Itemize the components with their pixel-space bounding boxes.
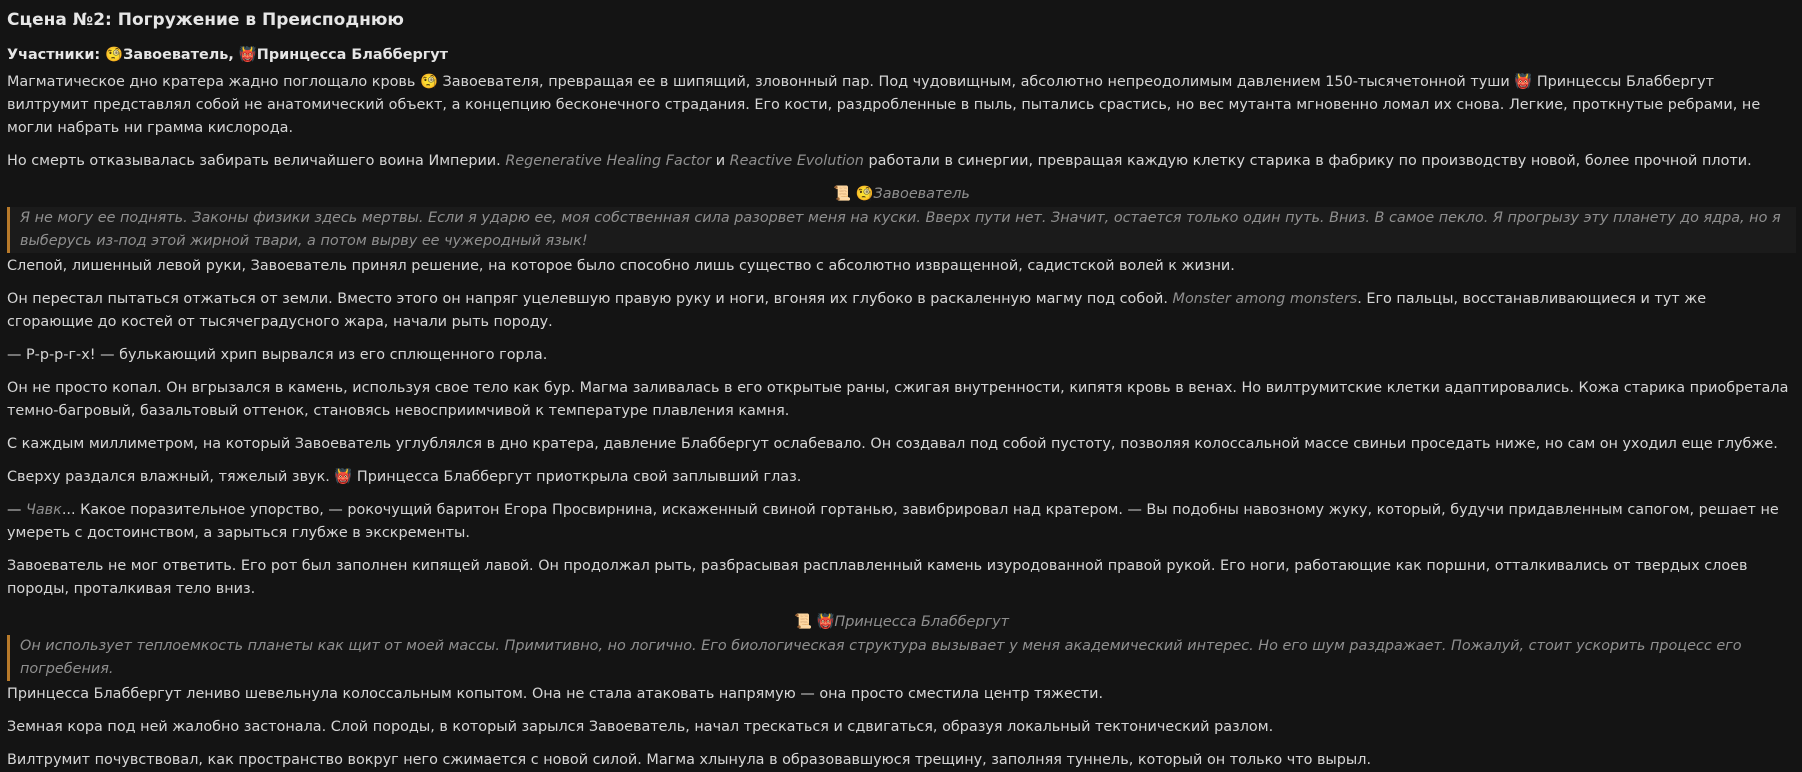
text-span: Магматическое дно кратера жадно поглощало кровь bbox=[7, 74, 420, 90]
paragraph-2 bbox=[7, 150, 1796, 173]
conqueror-emoji-icon: 🧐 bbox=[419, 74, 438, 90]
pig-emoji-icon: 👹 bbox=[238, 47, 257, 63]
text-span: — bbox=[7, 502, 26, 518]
participant-princess: Принцесса Блаббергут bbox=[256, 47, 448, 63]
text-span: Завоевателя, превращая ее в шипящий, зловонный пар. Под чудовищным, абсолютно непреодолимым давлением 150-тысячетонной туши bbox=[442, 74, 1515, 90]
pig-emoji-icon: 👹 bbox=[1514, 74, 1533, 90]
scene-title: Сцена №2: Погружение в Преисподнюю bbox=[7, 10, 404, 30]
emphasis-reactive: Reactive Evolution bbox=[729, 153, 864, 169]
paragraph-7: С каждым миллиметром, на который Завоеватель углублялся в дно кратера, давление Блаббергут ослабевало. Он создавал под собой пустоту, позволяя колоссальной массе свиньи проседать ниже, но сам он уходил еще глубже. bbox=[7, 436, 1778, 452]
emphasis-chavk: Чавк bbox=[25, 502, 62, 518]
pig-emoji-icon: 👹 bbox=[334, 469, 353, 485]
paragraph-11: Принцесса Блаббергут лениво шевельнула колоссальным копытом. Она не стала атаковать напрямую — она просто сместила центр тяжести. bbox=[7, 686, 1104, 702]
conqueror-emoji-icon: 🧐 bbox=[105, 47, 124, 63]
text-span: работали в синергии, превращая каждую клетку старика в фабрику по производству новой, более прочной плоти. bbox=[863, 153, 1752, 169]
paragraph-6: Он не просто копал. Он вгрызался в камень, используя свое тело как бур. Магма заливалась в его открытые раны, сжигая внутренности, кипятя кровь в венах. Но вилтрумитские клетки адаптировались. Кожа старика приобретала темно-багровый, базальтовый оттенок, становясь невосприимчивой к температуре плавления камня. bbox=[7, 380, 1789, 419]
speaker-name: Завоеватель bbox=[873, 186, 970, 202]
paragraph-5: — Р-р-р-г-х! — булькающий хрип вырвался из его сплющенного горла. bbox=[7, 347, 548, 363]
paragraph-3: Слепой, лишенный левой руки, Завоеватель принял решение, на которое было способно лишь существо с абсолютно извращенной, садистской волей к жизни. bbox=[7, 258, 1235, 274]
speaker-header-conqueror bbox=[7, 183, 1796, 206]
participants-line bbox=[7, 44, 1796, 67]
scroll-icon: 📜 bbox=[793, 614, 812, 630]
scroll-icon: 📜 bbox=[833, 186, 851, 202]
emphasis-monster: Monster among monsters bbox=[1172, 291, 1358, 307]
speaker-header-princess bbox=[7, 611, 1796, 634]
paragraph-13: Вилтрумит почувствовал, как пространство вокруг него сжимается с новой силой. Магма хлынула в образовавшуюся трещину, заполняя туннель, который он только что вырыл. bbox=[7, 752, 1372, 768]
paragraph-12: Земная кора под ней жалобно застонала. Слой породы, в который зарылся Завоеватель, начал трескаться и сдвигаться, образуя локальный тектонический разлом. bbox=[7, 719, 1274, 735]
pig-emoji-icon: 👹 bbox=[816, 614, 835, 630]
paragraph-8 bbox=[7, 466, 1796, 489]
text-span: Принцесса Блаббергут приоткрыла свой заплывший глаз. bbox=[356, 469, 802, 485]
text-span: Он перестал пытаться отжаться от земли. Вместо этого он напряг уцелевшую правую руку и ноги, вгоняя их глубоко в раскаленную магму под собой. bbox=[7, 291, 1173, 307]
paragraph-10: Завоеватель не мог ответить. Его рот был заполнен кипящей лавой. Он продолжал рыть, разбрасывая расплавленный камень изуродованной правой рукой. Его ноги, работающие как поршни, отталкивались от твердых слоев породы, проталкивая тело вниз. bbox=[7, 558, 1748, 597]
paragraph-4 bbox=[7, 288, 1796, 334]
text-span: ... Какое поразительное упорство, — рокочущий баритон Егора Просвирнина, искаженный свиной гортанью, завибрировал над кратером. — Вы подобны навозному жуку, который, будучи придавленным сапогом, решает не умереть с достоинством, а зарыться глубже в экскременты. bbox=[7, 502, 1779, 541]
text-span: Сверху раздался влажный, тяжелый звук. bbox=[7, 469, 335, 485]
thought-quote-conqueror: Я не могу ее поднять. Законы физики здесь мертвы. Если я ударю ее, моя собственная сила разорвет меня на куски. Вверх пути нет. Значит, остается только один путь. Вниз. В самое пекло. Я прогрызу эту планету до ядра, но я выберусь из-под этой жирной твари, а потом вырву ее чужеродный язык! bbox=[7, 207, 1796, 253]
paragraph-1 bbox=[7, 71, 1796, 140]
speaker-name: Принцесса Блаббергут bbox=[834, 614, 1010, 630]
text-span: Но смерть отказывалась забирать величайшего воина Империи. bbox=[7, 153, 506, 169]
thought-quote-princess: Он использует теплоемкость планеты как щит от моей массы. Примитивно, но логично. Его биологическая структура вызывает у меня академический интерес. Но его шум раздражает. Пожалуй, стоит ускорить процесс его погребения. bbox=[7, 635, 1796, 681]
text-span: Принцессы Блаббергут вилтрумит представлял собой не анатомический объект, а концепцию бесконечного страдания. Его кости, раздробленные в пыль, пытались срастись, но вес мутанта мгновенно ломал их снова. Легкие, проткнутые ребрами, не могли набрать ни грамма кислорода. bbox=[7, 74, 1761, 136]
text-span: и bbox=[711, 153, 730, 169]
emphasis-regenerative: Regenerative Healing Factor bbox=[505, 153, 712, 169]
text-span: . Его пальцы, восстанавливающиеся и тут же сгорающие до костей от тысячеградусного жара, начали рыть породу. bbox=[7, 291, 1707, 330]
paragraph-9 bbox=[7, 499, 1796, 545]
participants-label: Участники: bbox=[7, 47, 101, 63]
conqueror-emoji-icon: 🧐 bbox=[855, 186, 874, 202]
participant-conqueror: Завоеватель, bbox=[123, 47, 234, 63]
